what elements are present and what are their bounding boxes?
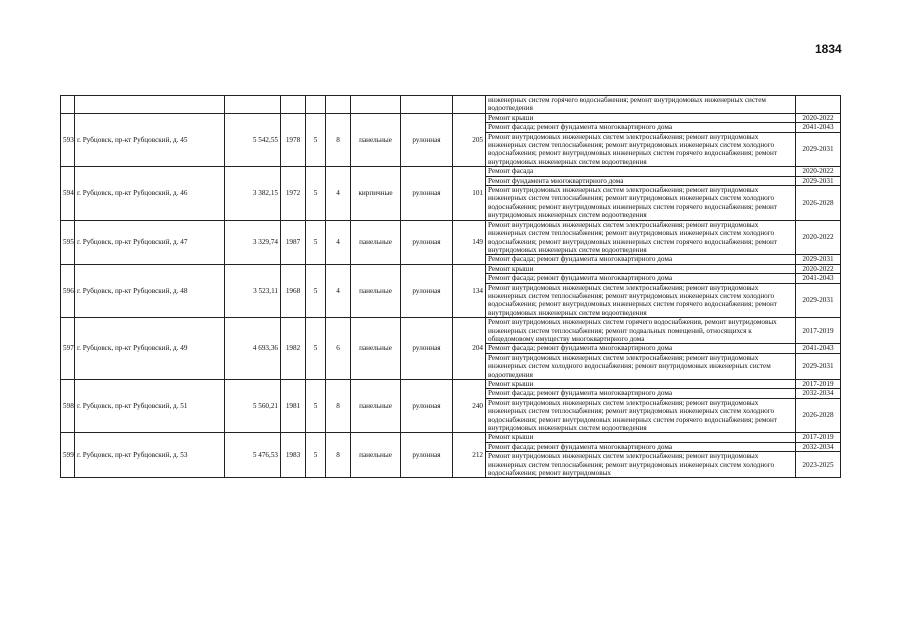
walls-cell: панельные [351,113,401,166]
work-description: Ремонт фундамента многоквартирного дома [486,176,796,185]
work-period: 2026-2028 [796,186,841,221]
work-period: 2017-2019 [796,433,841,442]
floors-cell: 5 [306,264,326,317]
work-description: Ремонт крыши [486,113,796,122]
table-row [61,167,841,176]
area-cell: 3 523,11 [225,264,281,317]
work-description: Ремонт внутридомовых инженерных систем электроснабжения; ремонт внутридомовых инженерных систем теплоснабжения; ремонт внутридомовых инженерных систем холодного водоснабжения; ремонт внутридомовых инженерных систем горячего водоснабжения; ремонт внутридомовых инженерных систем водоотведения [486,283,796,318]
area-cell: 5 476,53 [225,433,281,478]
year-cell: 1982 [281,318,306,380]
area-cell: 5 542,55 [225,113,281,166]
floors-cell: 5 [306,380,326,433]
work-period: 2029-2031 [796,353,841,379]
people-cell: 212 [453,433,486,478]
table-row [61,220,841,255]
work-period: 2020-2022 [796,220,841,255]
work-description: Ремонт внутридомовых инженерных систем горячего водоснабжения, ремонт внутридомовых инженерных систем теплоснабжения; ремонт подвальных помещений, относящихся к общедомовому имуществу многоквартирного дома [486,318,796,344]
walls-cell: панельные [351,318,401,380]
work-period: 2020-2022 [796,167,841,176]
entrances-cell: 8 [326,380,351,433]
page-number: 1834 [815,42,842,56]
entrances-cell: 6 [326,318,351,380]
entrances-cell: 4 [326,264,351,317]
work-description: Ремонт крыши [486,433,796,442]
work-description: Ремонт внутридомовых инженерных систем электроснабжения; ремонт внутридомовых инженерных систем теплоснабжения; ремонт внутридомовых инженерных систем холодного водоснабжения; ремонт внутридомовых инженерных систем горячего водоснабжения; ремонт внутридомовых инженерных систем водоотведения [486,220,796,255]
work-period: 2032-2034 [796,389,841,398]
walls-cell: панельные [351,433,401,478]
roof-cell: рулонная [401,167,453,220]
area-cell: 5 560,21 [225,380,281,433]
row-number: 598 [61,380,75,433]
work-period: 2032-2034 [796,442,841,451]
work-description: Ремонт фасада [486,167,796,176]
roof-cell: рулонная [401,264,453,317]
row-number: 596 [61,264,75,317]
year-cell: 1987 [281,220,306,264]
year-cell: 1972 [281,167,306,220]
table-row [61,380,841,389]
roof-cell: рулонная [401,433,453,478]
work-description: инженерных систем горячего водоснабжения; ремонт внутридомовых инженерных систем водоотведения [486,96,796,114]
row-number: 594 [61,167,75,220]
continuation-row [61,96,841,114]
table-row [61,433,841,442]
table-row [61,264,841,273]
address-cell: г. Рубцовск, пр-кт Рубцовский, д. 48 [75,264,225,317]
work-description: Ремонт внутридомовых инженерных систем электроснабжения; ремонт внутридомовых инженерных систем теплоснабжения; ремонт внутридомовых инженерных систем холодного водоснабжения; ремонт внутридомовых инженерных систем горячего водоснабжения; ремонт внутридомовых инженерных систем водоотведения [486,132,796,167]
work-description: Ремонт фасада; ремонт фундамента многоквартирного дома [486,389,796,398]
address-cell: г. Рубцовск, пр-кт Рубцовский, д. 53 [75,433,225,478]
people-cell: 205 [453,113,486,166]
people-cell: 101 [453,167,486,220]
entrances-cell: 4 [326,220,351,264]
people-cell: 134 [453,264,486,317]
work-description: Ремонт внутридомовых инженерных систем электроснабжения; ремонт внутридомовых инженерных систем теплоснабжения; ремонт внутридомовых инженерных систем холодного водоснабжения; ремонт внутридомовых инженерных систем горячего водоснабжения; ремонт внутридомовых инженерных систем водоотведения [486,398,796,433]
work-period: 2041-2043 [796,274,841,283]
address-cell: г. Рубцовск, пр-кт Рубцовский, д. 47 [75,220,225,264]
work-period: 2029-2031 [796,176,841,185]
work-period: 2020-2022 [796,113,841,122]
work-description: Ремонт внутридомовых инженерных систем электроснабжения; ремонт внутридомовых инженерных систем холодного водоснабжения; ремонт внутридомовых инженерных систем водоотведения [486,353,796,379]
roof-cell: рулонная [401,220,453,264]
work-period: 2041-2043 [796,123,841,132]
work-description: Ремонт внутридомовых инженерных систем электроснабжения; ремонт внутридомовых инженерных систем теплоснабжения; ремонт внутридомовых инженерных систем холодного водоснабжения; ремонт внутридомовых инженерных систем горячего водоснабжения; ремонт внутридомовых инженерных систем водоотведения [486,186,796,221]
table-row [61,113,841,122]
work-period: 2023-2025 [796,452,841,478]
work-period: 2017-2019 [796,318,841,344]
work-period: 2020-2022 [796,264,841,273]
year-cell: 1978 [281,113,306,166]
work-description: Ремонт фасада; ремонт фундамента многоквартирного дома [486,344,796,353]
people-cell: 204 [453,318,486,380]
walls-cell: панельные [351,264,401,317]
roof-cell: рулонная [401,318,453,380]
address-cell: г. Рубцовск, пр-кт Рубцовский, д. 46 [75,167,225,220]
table-row [61,318,841,344]
floors-cell: 5 [306,113,326,166]
work-description: Ремонт крыши [486,264,796,273]
entrances-cell: 4 [326,167,351,220]
floors-cell: 5 [306,433,326,478]
roof-cell: рулонная [401,380,453,433]
floors-cell: 5 [306,220,326,264]
address-cell: г. Рубцовск, пр-кт Рубцовский, д. 51 [75,380,225,433]
work-period: 2029-2031 [796,132,841,167]
work-description: Ремонт внутридомовых инженерных систем электроснабжения; ремонт внутридомовых инженерных систем теплоснабжения; ремонт внутридомовых инженерных систем холодного водоснабжения; ремонт внутридомовых [486,452,796,478]
year-cell: 1981 [281,380,306,433]
area-cell: 3 329,74 [225,220,281,264]
address-cell: г. Рубцовск, пр-кт Рубцовский, д. 45 [75,113,225,166]
work-description: Ремонт фасада; ремонт фундамента многоквартирного дома [486,255,796,264]
entrances-cell: 8 [326,113,351,166]
walls-cell: панельные [351,380,401,433]
area-cell: 3 382,15 [225,167,281,220]
floors-cell: 5 [306,167,326,220]
work-description: Ремонт фасада; ремонт фундамента многоквартирного дома [486,123,796,132]
work-period: 2029-2031 [796,255,841,264]
people-cell: 240 [453,380,486,433]
work-description: Ремонт крыши [486,380,796,389]
roof-cell: рулонная [401,113,453,166]
row-number: 599 [61,433,75,478]
work-description: Ремонт фасада; ремонт фундамента многоквартирного дома [486,274,796,283]
year-cell: 1983 [281,433,306,478]
area-cell: 4 693,36 [225,318,281,380]
floors-cell: 5 [306,318,326,380]
row-number: 595 [61,220,75,264]
work-period: 2041-2043 [796,344,841,353]
walls-cell: кирпичные [351,167,401,220]
register-table [60,95,841,478]
address-cell: г. Рубцовск, пр-кт Рубцовский, д. 49 [75,318,225,380]
walls-cell: панельные [351,220,401,264]
year-cell: 1968 [281,264,306,317]
work-period: 2029-2031 [796,283,841,318]
work-period: 2017-2019 [796,380,841,389]
entrances-cell: 8 [326,433,351,478]
row-number: 593 [61,113,75,166]
work-period: 2026-2028 [796,398,841,433]
people-cell: 149 [453,220,486,264]
row-number: 597 [61,318,75,380]
work-description: Ремонт фасада; ремонт фундамента многоквартирного дома [486,442,796,451]
